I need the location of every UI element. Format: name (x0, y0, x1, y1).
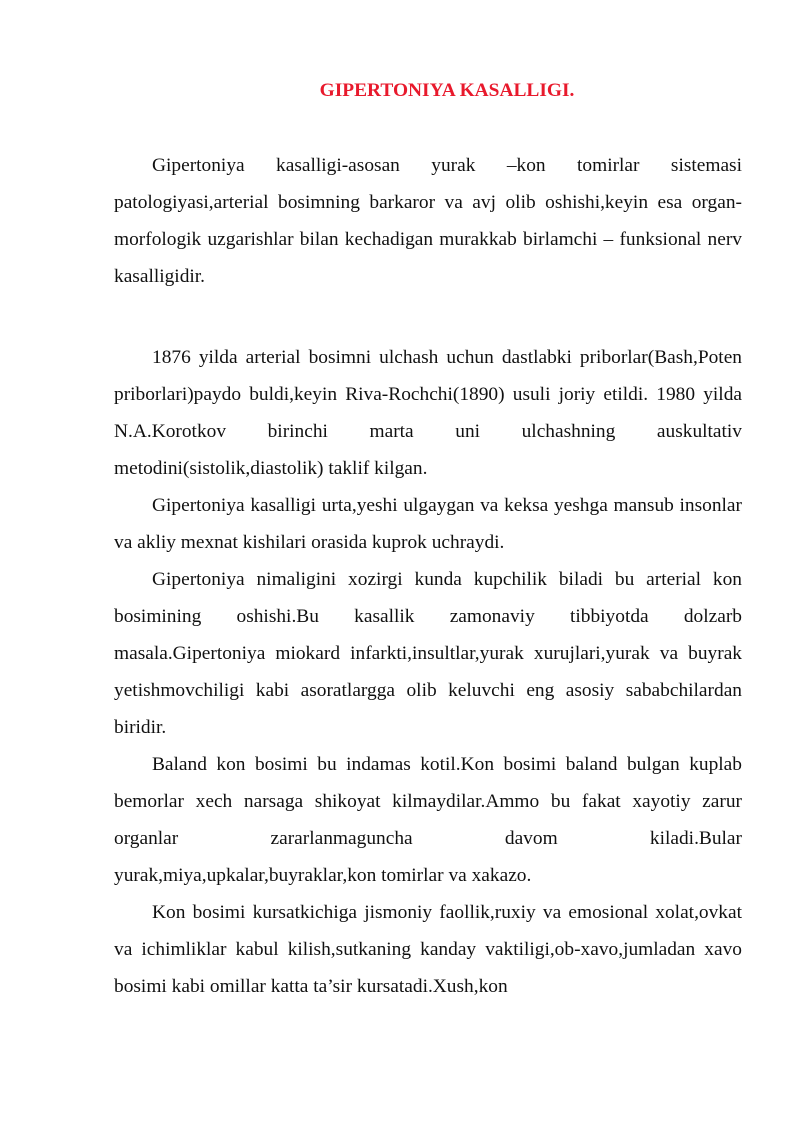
paragraph-complications: Gipertoniya nimaligini xozirgi kunda kupchilik biladi bu arterial kon bosimining oshishi.Bu kasallik zamonaviy tibbiyotda dolzarb masala.Gipertoniya miokard infarkti,insultlar,yurak xurujlari,yurak va buyrak yetishmovchiligi kabi asoratlargga olib keluvchi eng asosiy sababchilardan biridir. (114, 569, 742, 738)
paragraph-history: 1876 yilda arterial bosimni ulchash uchun dastlabki priborlar(Bash,Poten priborlari)paydo buldi,keyin Riva-Rochchi(1890) usuli joriy etildi. 1980 yilda N.A.Korotkov birinchi marta uni ulchashning auskultativ metodini(sistolik,diastolik) taklif kilgan. (114, 347, 742, 479)
paragraph-definition: Gipertoniya kasalligi-asosan yurak –kon tomirlar sistemasi patologiyasi,arterial bosimning barkaror va avj olib oshishi,keyin esa organ-morfologik uzgarishlar bilan kechadigan murakkab birlamchi – funksional nerv kasalligidir. (114, 155, 742, 287)
paragraph-prevalence: Gipertoniya kasalligi urta,yeshi ulgaygan va keksa yeshga mansub insonlar va akliy mexnat kishilari orasida kuprok uchraydi. (114, 495, 742, 553)
document-body (114, 76, 742, 1005)
paragraph-silent-killer: Baland kon bosimi bu indamas kotil.Kon bosimi baland bulgan kuplab bemorlar xech narsaga shikoyat kilmaydilar.Ammo bu fakat xayotiy zarur organlar zararlanmaguncha davom kiladi.Bular yurak,miya,upkalar,buyraklar,kon tomirlar va xakazo. (114, 754, 742, 886)
document-title: GIPERTONIYA KASALLIGI. (319, 80, 575, 101)
paragraph-factors: Kon bosimi kursatkichiga jismoniy faollik,ruxiy va emosional xolat,ovkat va ichimliklar kabul kilish,sutkaning kanday vaktiligi,ob-xavo,jumladan xavo bosimi kabi omillar katta ta’sir kursatadi.Xush,kon (114, 902, 742, 997)
